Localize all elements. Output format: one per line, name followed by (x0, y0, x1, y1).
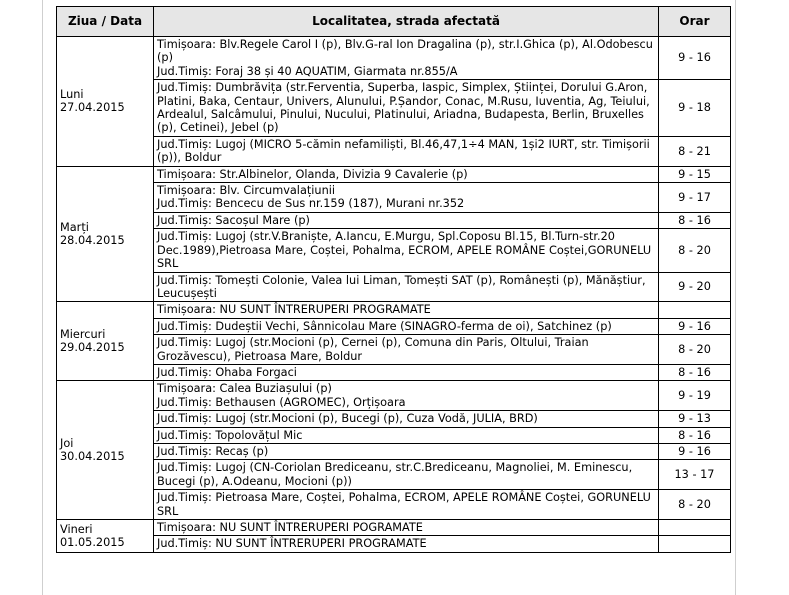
day-date: 29.04.2015 (60, 341, 125, 355)
location-text: Timișoara: Calea Buziașului (p) (157, 382, 332, 396)
table-row (57, 460, 731, 490)
time-cell (659, 520, 731, 536)
day-name: Vineri (60, 522, 93, 536)
day-date: 01.05.2015 (60, 535, 125, 549)
location-cell (154, 364, 659, 380)
day-date: 30.04.2015 (60, 450, 125, 464)
location-cell (154, 80, 659, 137)
day-date: 27.04.2015 (60, 101, 125, 115)
table-row (57, 302, 731, 318)
location-cell (154, 335, 659, 365)
location-text: Jud.Timiș: Recaș (p) (157, 444, 269, 458)
location-text: Jud.Timiș: Foraj 38 și 40 AQUATIM, Giarmata nr.855/A (157, 64, 458, 78)
location-cell (154, 166, 659, 182)
table-row (57, 37, 731, 80)
header-time: Orar (659, 7, 731, 37)
location-text: Jud.Timiș: Lugoj (CN-Coriolan Brediceanu, str.C.Brediceanu, Magnoliei, M. Eminescu, Bucegi (p), A.Odeanu, Mocioni (p)) (157, 461, 633, 488)
time-cell: 9 - 13 (659, 411, 731, 427)
day-cell (57, 166, 154, 302)
location-cell (154, 411, 659, 427)
time-cell (659, 302, 731, 318)
table-row (57, 427, 731, 443)
day-cell (57, 302, 154, 381)
location-cell (154, 183, 659, 213)
location-text: Timișoara: Blv.Regele Carol I (p), Blv.G-ral Ion Dragalina (p), str.I.Ghica (p), Al.Odobescu (p) (157, 38, 653, 65)
table-row (57, 229, 731, 272)
time-cell: 8 - 21 (659, 136, 731, 166)
table-row (57, 212, 731, 228)
location-text: Jud.Timiș: Tomești Colonie, Valea lui Liman, Tomești SAT (p), Românești (p), Mănăștiur, Leucușești (157, 273, 646, 300)
time-cell: 8 - 20 (659, 490, 731, 520)
table-row (57, 183, 731, 213)
time-cell: 9 - 19 (659, 381, 731, 411)
table-row (57, 335, 731, 365)
day-name: Marți (60, 220, 89, 234)
location-text: Timișoara: Str.Albinelor, Olanda, Divizia 9 Cavalerie (p) (157, 167, 468, 181)
location-text: Timișoara: NU SUNT ÎNTRERUPERI POGRAMATE (157, 521, 423, 534)
time-cell: 9 - 16 (659, 37, 731, 80)
location-text: Jud.Timiș: Bethausen (AGROMEC), Orțișoara (157, 395, 406, 409)
time-cell: 9 - 17 (659, 183, 731, 213)
location-text: Jud.Timiș: Sacoșul Mare (p) (157, 213, 310, 227)
time-cell: 13 - 17 (659, 460, 731, 490)
table-row (57, 272, 731, 302)
location-text: Jud.Timiș: Lugoj (MICRO 5-cămin nefamiliști, Bl.46,47,1÷4 MAN, 1și2 IURT, str. Timișorii (p)), Boldur (157, 137, 650, 165)
location-cell (154, 136, 659, 166)
location-cell (154, 536, 659, 552)
time-cell: 8 - 16 (659, 364, 731, 380)
header-location: Localitatea, strada afectată (154, 7, 659, 37)
day-cell (57, 520, 154, 553)
location-text: Timișoara: NU SUNT ÎNTRERUPERI PROGRAMATE (157, 303, 431, 317)
location-text: Jud.Timiș: Dumbrăvița (str.Ferventia, Superba, Iaspic, Simplex, Științei, Dorului G.Aron, Platini, Baka, Centaur, Univers, Alunului, P.Șandor, Conac, M.Rusu, Iuventia, Ag, Teiului, Ardealul, Salcâmului, Pinului, Nucului, Platinului, Ariadna, Budapesta, Berlin, Bruxelles (p), Cetinei), Jebel (p) (157, 81, 650, 135)
time-cell: 9 - 20 (659, 272, 731, 302)
table-row (57, 443, 731, 459)
location-text: Jud.Timiș: Lugoj (str.V.Braniște, A.Iancu, E.Murgu, Spl.Coposu Bl.15, Bl.Turn-str.20 Dec.1989),Pietroasa Mare, Coștei, Pohalma, ECROM, APELE ROMÂNE Coștei,GORUNELU SRL (157, 230, 652, 271)
table-row (57, 536, 731, 552)
location-text: Timișoara: Blv. Circumvalațiunii (157, 184, 336, 198)
time-cell: 8 - 20 (659, 229, 731, 272)
outage-schedule-table (56, 6, 731, 553)
table-row (57, 381, 731, 411)
table-row (57, 80, 731, 137)
location-cell (154, 490, 659, 520)
location-text: Jud.Timiș: Dudeștii Vechi, Sânnicolau Mare (SINAGRO-ferma de oi), Satchinez (p) (157, 319, 612, 333)
location-cell (154, 443, 659, 459)
table-row (57, 490, 731, 520)
location-cell (154, 272, 659, 302)
day-name: Miercuri (60, 327, 106, 341)
time-cell: 8 - 16 (659, 427, 731, 443)
location-cell (154, 460, 659, 490)
table-row (57, 318, 731, 334)
location-text: Jud.Timiș: NU SUNT ÎNTRERUPERI PROGRAMATE (157, 537, 427, 551)
location-text: Jud.Timiș: Pietroasa Mare, Coștei, Pohalma, ECROM, APELE ROMÂNE Coștei, GORUNELU SRL (157, 491, 651, 518)
header-row (57, 7, 731, 37)
location-text: Jud.Timiș: Bencecu de Sus nr.159 (187), Murani nr.352 (157, 197, 465, 211)
page-edge-right (735, 0, 736, 595)
location-cell (154, 212, 659, 228)
location-text: Jud.Timiș: Lugoj (str.Mocioni (p), Bucegi (p), Cuza Vodă, JULIA, BRD) (157, 412, 538, 426)
table-row (57, 136, 731, 166)
day-cell (57, 37, 154, 167)
table-row (57, 520, 731, 536)
time-cell (659, 536, 731, 552)
location-text: Jud.Timiș: Topolovățul Mic (157, 428, 303, 442)
day-cell (57, 381, 154, 520)
location-cell (154, 318, 659, 334)
location-cell (154, 381, 659, 411)
location-cell (154, 229, 659, 272)
table-row (57, 166, 731, 182)
time-cell: 9 - 16 (659, 443, 731, 459)
time-cell: 9 - 15 (659, 166, 731, 182)
header-day: Ziua / Data (57, 7, 154, 37)
time-cell: 9 - 18 (659, 80, 731, 137)
time-cell: 8 - 16 (659, 212, 731, 228)
time-cell: 9 - 16 (659, 318, 731, 334)
table-row (57, 364, 731, 380)
location-cell (154, 520, 659, 536)
day-date: 28.04.2015 (60, 233, 125, 247)
day-name: Joi (60, 436, 74, 450)
page-edge-left (42, 0, 43, 595)
table-row (57, 411, 731, 427)
location-cell (154, 302, 659, 318)
location-cell (154, 427, 659, 443)
location-cell (154, 37, 659, 80)
day-name: Luni (60, 87, 84, 101)
time-cell: 8 - 20 (659, 335, 731, 365)
location-text: Jud.Timiș: Ohaba Forgaci (157, 365, 297, 379)
location-text: Jud.Timiș: Lugoj (str.Mocioni (p), Cernei (p), Comuna din Paris, Oltului, Traian Grozăvescu), Pietroasa Mare, Boldur (157, 336, 589, 363)
